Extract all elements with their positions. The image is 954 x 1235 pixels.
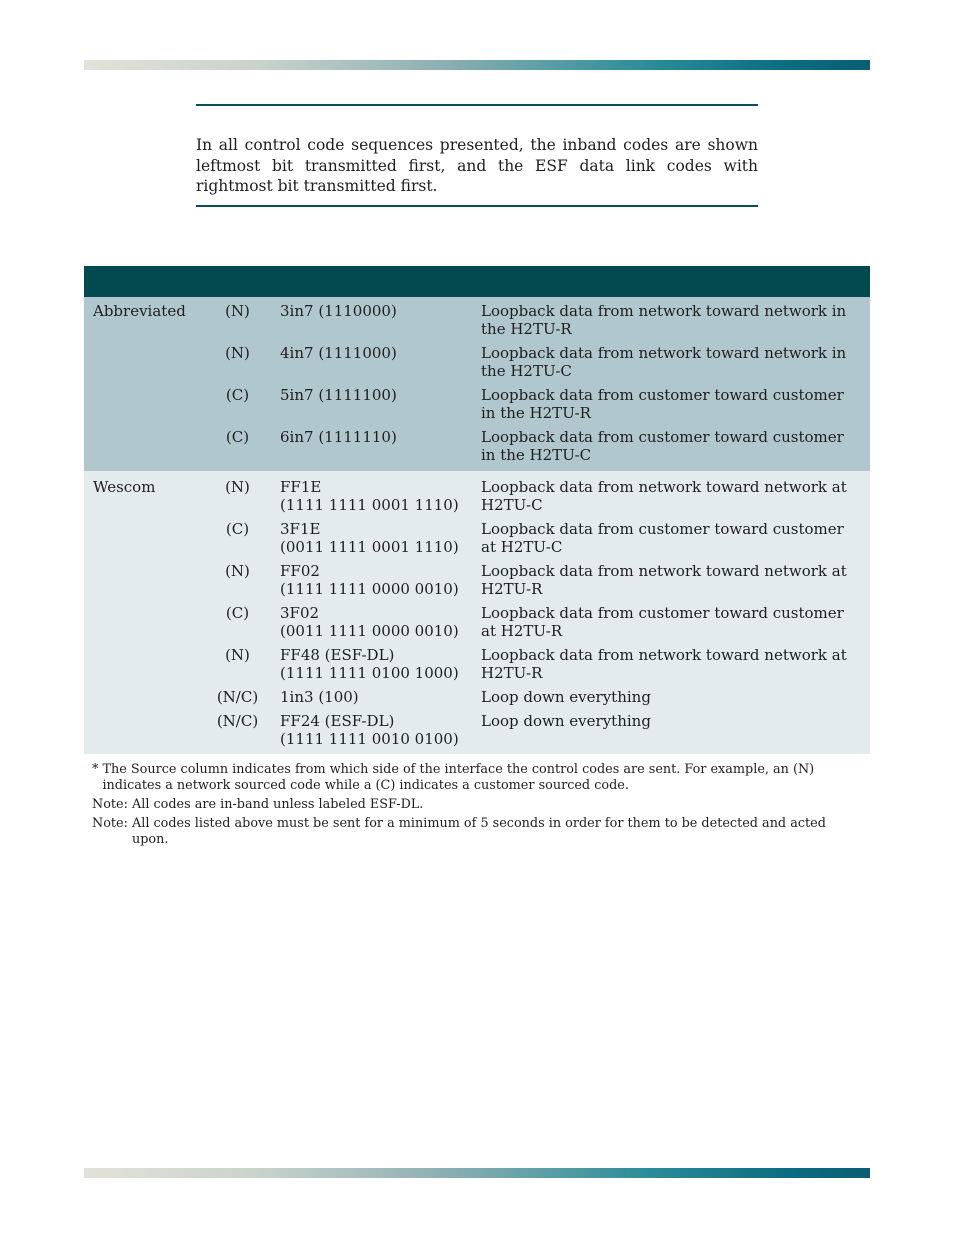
table-header-band [84, 266, 870, 297]
source-cell: (N) [225, 562, 250, 580]
bottom-decorative-bar [84, 1168, 870, 1178]
code-cell: 3in7 (1110000) [280, 302, 397, 320]
table-group-wescom [84, 471, 870, 754]
code-cell: FF1E (1111 1111 0001 1110) [280, 478, 459, 514]
footnote-label: * [92, 762, 103, 777]
source-cell: (N/C) [216, 712, 259, 730]
footnote-text: All codes are in-band unless labeled ESF-DL. [132, 797, 424, 812]
source-cell: (C) [225, 604, 250, 622]
top-decorative-bar [84, 60, 870, 70]
footnote-label: Note: [92, 816, 132, 831]
source-cell: (C) [225, 428, 250, 446]
code-cell: 6in7 (1111110) [280, 428, 397, 446]
source-cell: (N) [225, 478, 250, 496]
table-row [84, 428, 870, 464]
code-cell: 1in3 (100) [280, 688, 359, 706]
code-cell: 3F02 (0011 1111 0000 0010) [280, 604, 459, 640]
footnote-duration [92, 816, 862, 848]
table-row [84, 688, 870, 712]
table-footnotes [92, 762, 862, 851]
source-cell: (C) [225, 520, 250, 538]
footnote-esf [92, 797, 862, 813]
group-name: Wescom [93, 478, 156, 496]
loopback-code-table [84, 266, 870, 754]
response-cell: Loopback data from network toward network at H2TU-R [481, 562, 847, 598]
source-cell: (C) [225, 386, 250, 404]
code-cell: FF48 (ESF-DL) (1111 1111 0100 1000) [280, 646, 459, 682]
source-cell: (N) [225, 344, 250, 362]
response-cell: Loopback data from customer toward customer in the H2TU-R [481, 386, 844, 422]
response-cell: Loopback data from network toward network in the H2TU-R [481, 302, 847, 338]
table-row [84, 562, 870, 604]
group-name: Abbreviated [93, 302, 186, 320]
code-cell: FF24 (ESF-DL) (1111 1111 0010 0100) [280, 712, 459, 748]
code-cell: 4in7 (1111000) [280, 344, 397, 362]
response-cell: Loopback data from customer toward customer in the H2TU-C [481, 428, 844, 464]
table-row [84, 646, 870, 688]
table-row [84, 478, 870, 520]
source-cell: (N) [225, 302, 250, 320]
note-block [196, 104, 758, 207]
table-row [84, 604, 870, 646]
table-row [84, 712, 870, 748]
footnote-label: Note: [92, 797, 132, 812]
footnote-text: The Source column indicates from which side of the interface the control codes are sent. For example, an (N) indicates a network sourced code while a (C) indicates a customer sourced code. [102, 762, 815, 793]
table-row [84, 344, 870, 386]
table-row [84, 386, 870, 428]
response-cell: Loopback data from network toward network at H2TU-R [481, 646, 847, 682]
table-group-abbreviated [84, 297, 870, 471]
source-cell: (N/C) [216, 688, 259, 706]
footnote-text: All codes listed above must be sent for a minimum of 5 seconds in order for them to be detected and acted upon. [132, 816, 826, 847]
table-row [84, 302, 870, 344]
table-row [84, 520, 870, 562]
response-cell: Loop down everything [481, 712, 651, 730]
response-cell: Loopback data from customer toward customer at H2TU-R [481, 604, 844, 640]
note-text: In all control code sequences presented, the inband codes are shown leftmost bit transmitted first, and the ESF data link codes with rightmost bit transmitted first. [196, 136, 758, 195]
code-cell: 3F1E (0011 1111 0001 1110) [280, 520, 459, 556]
code-cell: 5in7 (1111100) [280, 386, 397, 404]
source-cell: (N) [225, 646, 250, 664]
note-bottom-rule [196, 205, 758, 207]
response-cell: Loopback data from network toward network at H2TU-C [481, 478, 847, 514]
code-cell: FF02 (1111 1111 0000 0010) [280, 562, 459, 598]
response-cell: Loop down everything [481, 688, 651, 706]
response-cell: Loopback data from customer toward customer at H2TU-C [481, 520, 844, 556]
footnote-source [92, 762, 862, 794]
response-cell: Loopback data from network toward network in the H2TU-C [481, 344, 847, 380]
